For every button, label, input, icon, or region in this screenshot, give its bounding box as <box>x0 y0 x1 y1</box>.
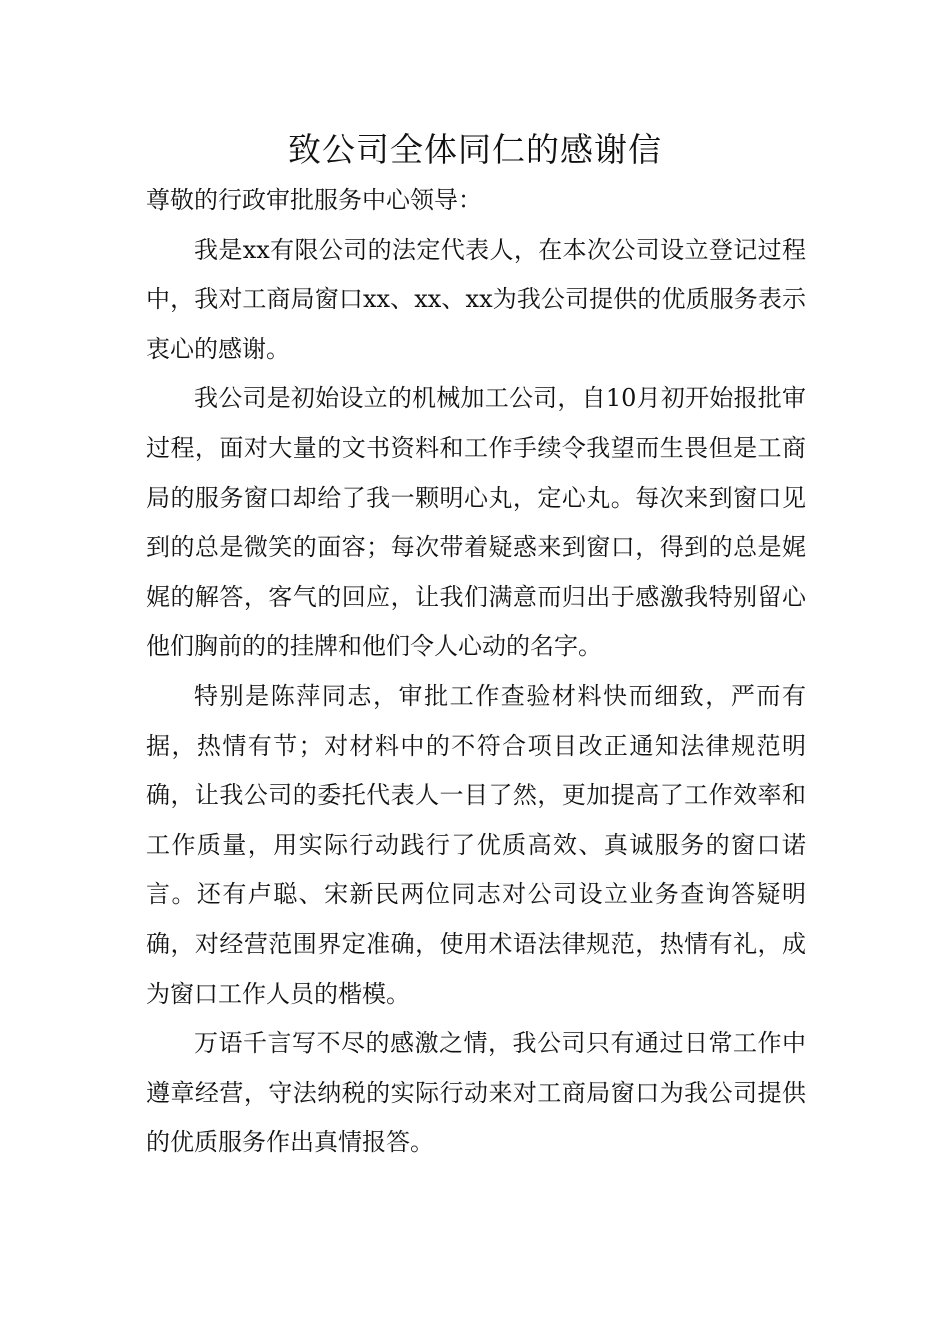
letter-title: 致公司全体同仁的感谢信 <box>288 130 662 169</box>
letter-paragraph-4: 万语千言写不尽的感激之情，我公司只有通过日常工作中遵章经营，守法纳税的实际行动来对工商局窗口为我公司提供的优质服务作出真情报答。 <box>146 1029 806 1157</box>
letter-paragraph-3: 特别是陈萍同志，审批工作查验材料快而细致，严而有据，热情有节；对材料中的不符合项目改正通知法律规范明确，让我公司的委托代表人一目了然，更加提高了工作效率和工作质量，用实际行动践行了优质高效、真诚服务的窗口诺言。还有卢聪、宋新民两位同志对公司设立业务查询答疑明确，对经营范围界定准确，使用术语法律规范，热情有礼，成为窗口工作人员的楷模。 <box>146 681 806 1008</box>
letter-body <box>146 176 806 1168</box>
letter-paragraph-2: 我公司是初始设立的机械加工公司，自10月初开始报批审过程，面对大量的文书资料和工作手续令我望而生畏但是工商局的服务窗口却给了我一颗明心丸，定心丸。每次来到窗口见到的总是微笑的面容；每次带着疑惑来到窗口，得到的总是娓娓的解答，客气的回应，让我们满意而归出于感激我特别留心他们胸前的的挂牌和他们令人心动的名字。 <box>146 384 806 661</box>
letter-salutation: 尊敬的行政审批服务中心领导： <box>146 186 482 214</box>
letter-paragraph-1: 我是xx有限公司的法定代表人，在本次公司设立登记过程中，我对工商局窗口xx、xx、xx为我公司提供的优质服务表示衷心的感谢。 <box>146 235 806 363</box>
